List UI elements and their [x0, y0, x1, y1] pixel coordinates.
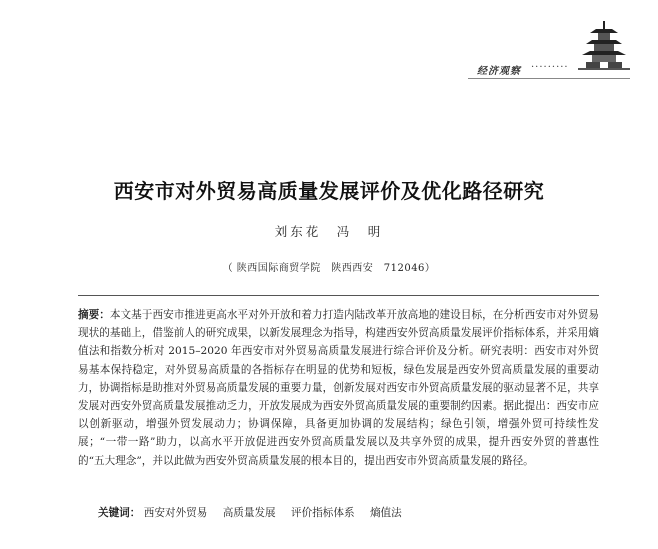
keyword: 高质量发展	[222, 507, 276, 519]
section-dots: ·········	[531, 62, 569, 73]
paper-affiliation: （ 陕西国际商贸学院 陕西西安 712046）	[222, 263, 436, 274]
section-label: 经济观察	[477, 66, 521, 77]
keyword: 西安对外贸易	[143, 507, 208, 519]
keywords-row	[98, 505, 414, 520]
abstract-text: 本文基于西安市推进更高水平对外开放和着力打造内陆改革开放高地的建设目标，在分析西安市对外贸易现状的基础上，借鉴前人的研究成果，以新发展理念为指导，构建西安外贸高质量发展评价指标体系，并采用熵值法和指数分析对 2015–2020 年西安市对外贸易高质量发展进行综合评价及分析。研究表明：西安市对外贸易基本保持稳定，对外贸易高质量的各指标存在明显的优势和短板，绿色发展是西安外贸高质量发展的重要动力，协调指标是助推对外贸易高质量发展的重要力量，创新发展对西安市外贸高质量发展的驱动显著不足，共享发展对西安外贸高质量发展推动乏力，开放发展成为西安外贸高质量发展的重要制约因素。据此提出：西安市应以创新驱动，增强外贸发展动力；协调保障，具备更加协调的发展结构；绿色引领，增强外贸可持续性发展；“一带一路”助力，以高水平开放促进西安外贸高质量发展以及共享外贸的成果，提升西安外贸的普惠性的“五大理念”，并以此做为西安外贸高质量发展的根本目的，提出西安市外贸高质量发展的路径。	[78, 309, 600, 467]
paper-title: 西安市对外贸易高质量发展评价及优化路径研究	[113, 179, 545, 203]
abstract-label: 摘要：	[78, 309, 110, 321]
page-header	[0, 0, 658, 90]
keyword: 评价指标体系	[291, 507, 355, 519]
header-divider	[468, 78, 630, 79]
keywords-label: 关键词：	[98, 507, 141, 519]
keyword: 熵值法	[369, 507, 402, 519]
abstract-block	[78, 306, 599, 470]
paper-authors: 刘东花 冯 明	[274, 224, 384, 239]
pagoda-logo-icon	[578, 18, 630, 76]
abstract-top-rule	[78, 295, 599, 296]
